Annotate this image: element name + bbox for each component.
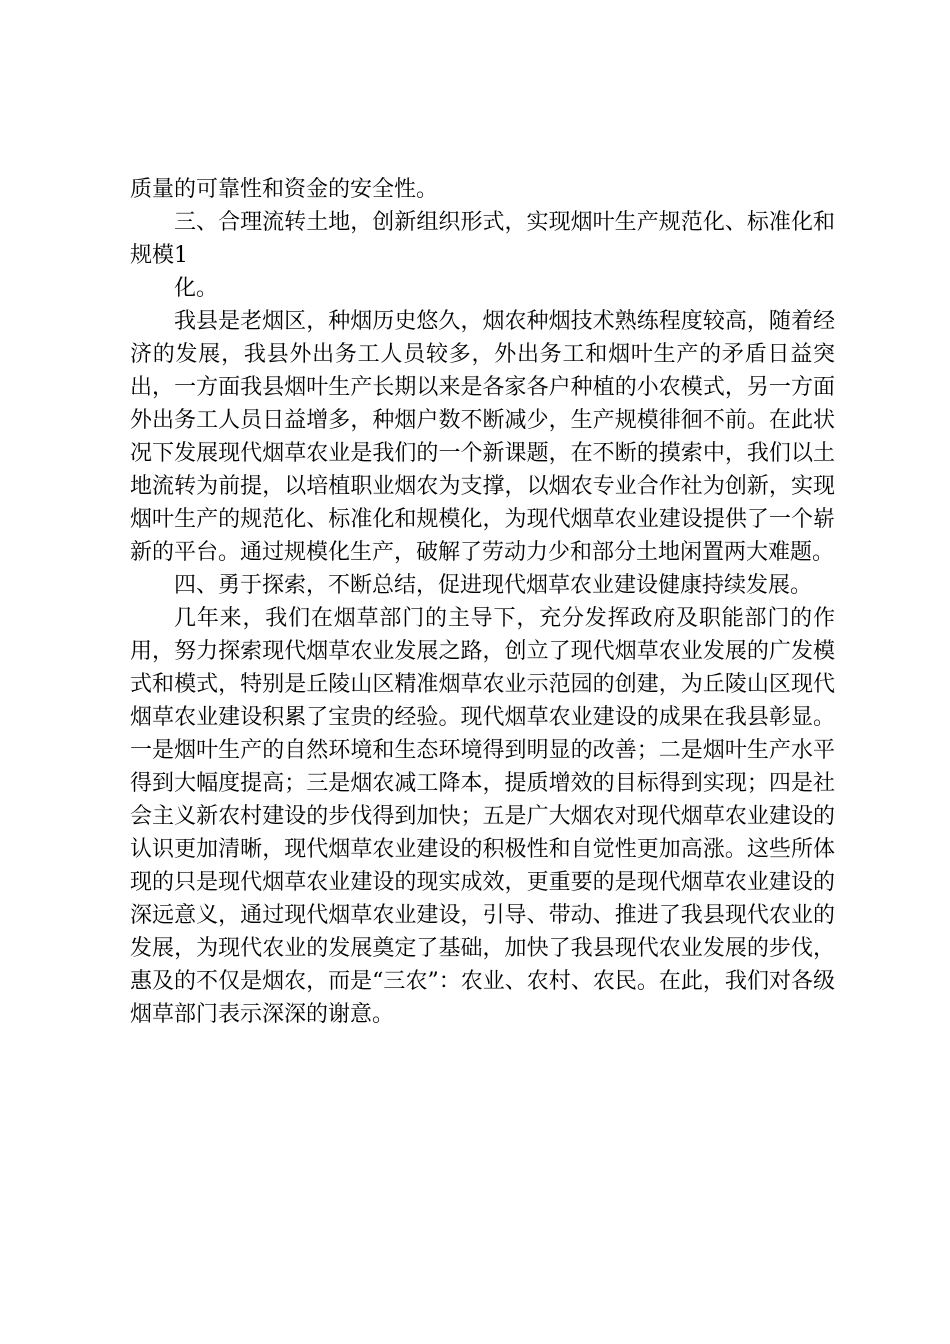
section-heading-4: 四、勇于探索，不断总结，促进现代烟草农业建设健康持续发展。	[174, 573, 813, 598]
paragraph-achievements: 几年来，我们在烟草部门的主导下，充分发挥政府及职能部门的作用，努力探索现代烟草农业发展之路，创立了现代烟草农业发展的广发模式和模式，特别是丘陵山区精准烟草农业示范园的创建，为丘陵山区现代烟草农业建设积累了宝贵的经验。现代烟草农业建设的成果在我县彰显。一是烟叶生产的自然环境和生态环境得到明显的改善；二是烟叶生产水平得到大幅度提高；三是烟农减工降本，提质增效的目标得到实现；四是社会主义新农村建设的步伐得到加快；五是广大烟农对现代烟草农业建设的认识更加清晰，现代烟草农业建设的积极性和自觉性更加高涨。这些所体现的只是现代烟草农业建设的现实成效，更重要的是现代烟草农业建设的深远意义，通过现代烟草农业建设，引导、带动、推进了我县现代农业的发展，为现代农业的发展奠定了基础，加快了我县现代农业发展的步伐，惠及的不仅是烟农，而是“三农”：农业、农村、农民。在此，我们对各级烟草部门表示深深的谢意。	[130, 606, 835, 1027]
document-body	[130, 173, 835, 1031]
paragraph-land-transfer: 我县是老烟区，种烟历史悠久，烟农种烟技术熟练程度较高，随着经济的发展，我县外出务工人员较多，外出务工和烟叶生产的矛盾日益突出，一方面我县烟叶生产长期以来是各家各户种植的小农模式，另一方面外出务工人员日益增多，种烟户数不断减少，生产规模徘徊不前。在此状况下发展现代烟草农业是我们的一个新课题，在不断的摸索中，我们以土地流转为前提，以培植职业烟农为支撑，以烟农专业合作社为创新，实现烟叶生产的规范化、标准化和规模化，为现代烟草农业建设提供了一个崭新的平台。通过规模化生产，破解了劳动力少和部分土地闲置两大难题。	[130, 309, 835, 565]
section-heading-3-continuation: 化。	[174, 276, 219, 301]
paragraph-continuation: 质量的可靠性和资金的安全性。	[130, 177, 439, 202]
section-heading-3: 三、合理流转土地，创新组织形式，实现烟叶生产规范化、标准化和规模1	[130, 210, 835, 268]
